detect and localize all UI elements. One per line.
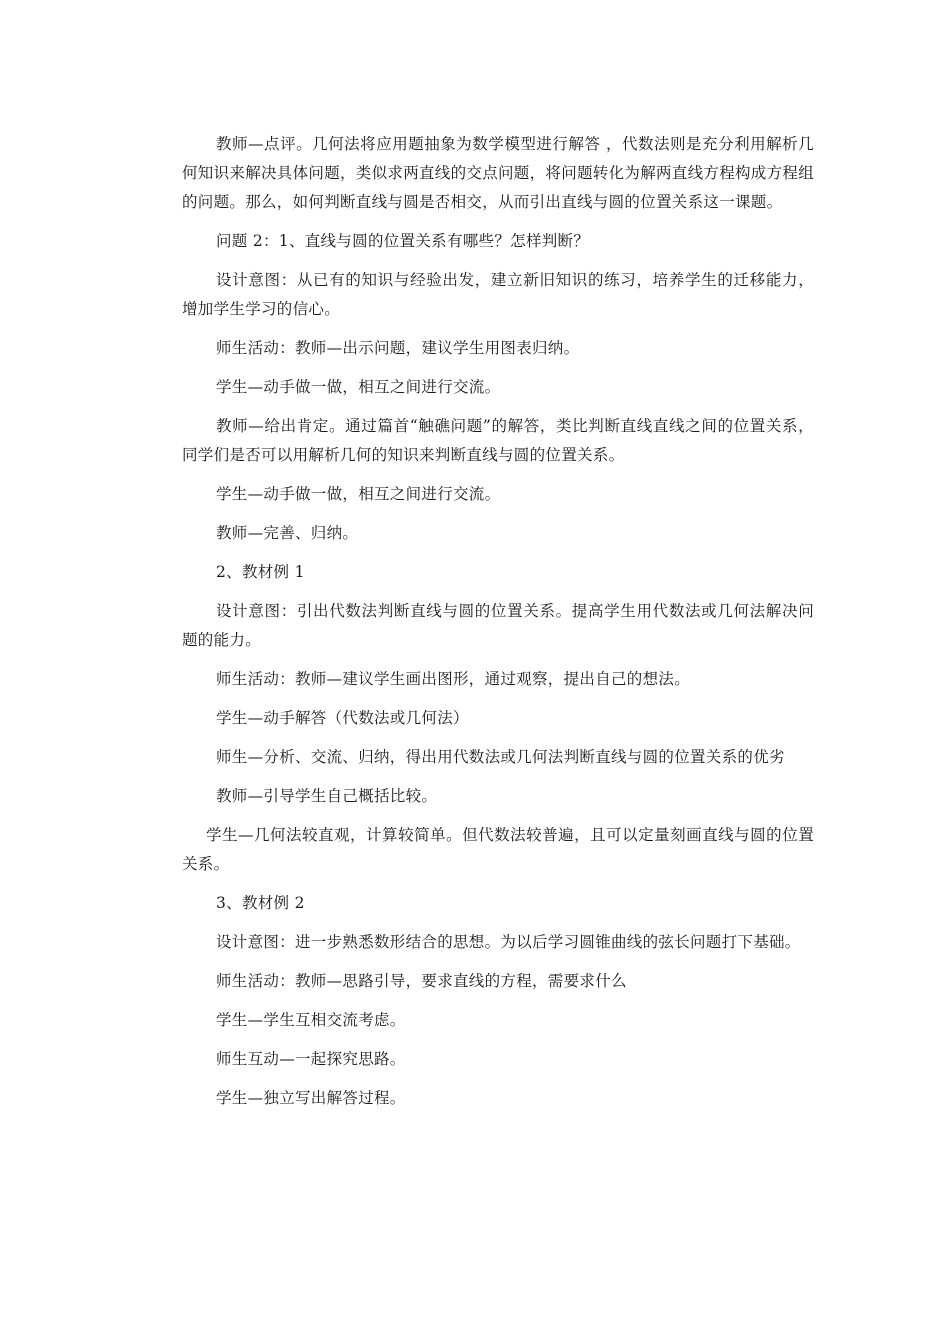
paragraph-student-2: 学生—动手做一做，相互之间进行交流。 <box>216 485 501 503</box>
paragraph-student-solve: 学生—动手解答（代数法或几何法） <box>216 709 469 727</box>
paragraph-student-compare: 学生—几何法较直观，计算较简单。但代数法较普遍，且可以定量刻画直线与圆的位置关系。 <box>182 826 814 873</box>
paragraph-example-2-heading: 3、教材例 2 <box>216 894 305 912</box>
paragraph-activity-2: 师生活动：教师—建议学生画出图形，通过观察，提出自己的想法。 <box>216 670 691 688</box>
paragraph-teacher-affirm: 教师—给出肯定。通过篇首“触礁问题”的解答，类比判断直线直线之间的位置关系，同学们是否可以用解析几何的知识来判断直线与圆的位置关系。 <box>182 417 814 464</box>
paragraph-analysis: 师生—分析、交流、归纳，得出用代数法或几何法判断直线与圆的位置关系的优劣 <box>216 748 785 766</box>
paragraph-teacher-summary: 教师—完善、归纳。 <box>216 524 359 542</box>
paragraph-activity-3: 师生活动：教师—思路引导，要求直线的方程，需要求什么 <box>216 972 627 990</box>
paragraph-design-intent-3: 设计意图：进一步熟悉数形结合的思想。为以后学习圆锥曲线的弦长问题打下基础。 <box>216 933 801 951</box>
paragraph-example-1-heading: 2、教材例 1 <box>216 563 305 581</box>
paragraph-student-write: 学生—独立写出解答过程。 <box>216 1089 406 1107</box>
paragraph-design-intent-1: 设计意图：从已有的知识与经验出发，建立新旧知识的练习，培养学生的迁移能力，增加学生学习的信心。 <box>182 271 814 318</box>
paragraph-teacher-guide: 教师—引导学生自己概括比较。 <box>216 787 438 805</box>
paragraph-design-intent-2: 设计意图：引出代数法判断直线与圆的位置关系。提高学生用代数法或几何法解决问题的能力。 <box>182 602 814 649</box>
paragraph-teacher-comment: 教师—点评。几何法将应用题抽象为数学模型进行解答 ，代数法则是充分利用解析几何知识来解决具体问题，类似求两直线的交点问题，将问题转化为解两直线方程构成方程组的问题。那么，如何判断直线与圆是否相交，从而引出直线与圆的位置关系这一课题。 <box>182 135 815 211</box>
paragraph-activity-1: 师生活动：教师—出示问题，建议学生用图表归纳。 <box>216 339 580 357</box>
paragraph-student-discuss: 学生—学生互相交流考虑。 <box>216 1011 406 1029</box>
paragraph-question-2: 问题 2：1、直线与圆的位置关系有哪些？怎样判断？ <box>216 232 590 250</box>
paragraph-interaction: 师生互动—一起探究思路。 <box>216 1050 406 1068</box>
paragraph-student-1: 学生—动手做一做，相互之间进行交流。 <box>216 378 501 396</box>
document-page <box>182 130 814 1123</box>
